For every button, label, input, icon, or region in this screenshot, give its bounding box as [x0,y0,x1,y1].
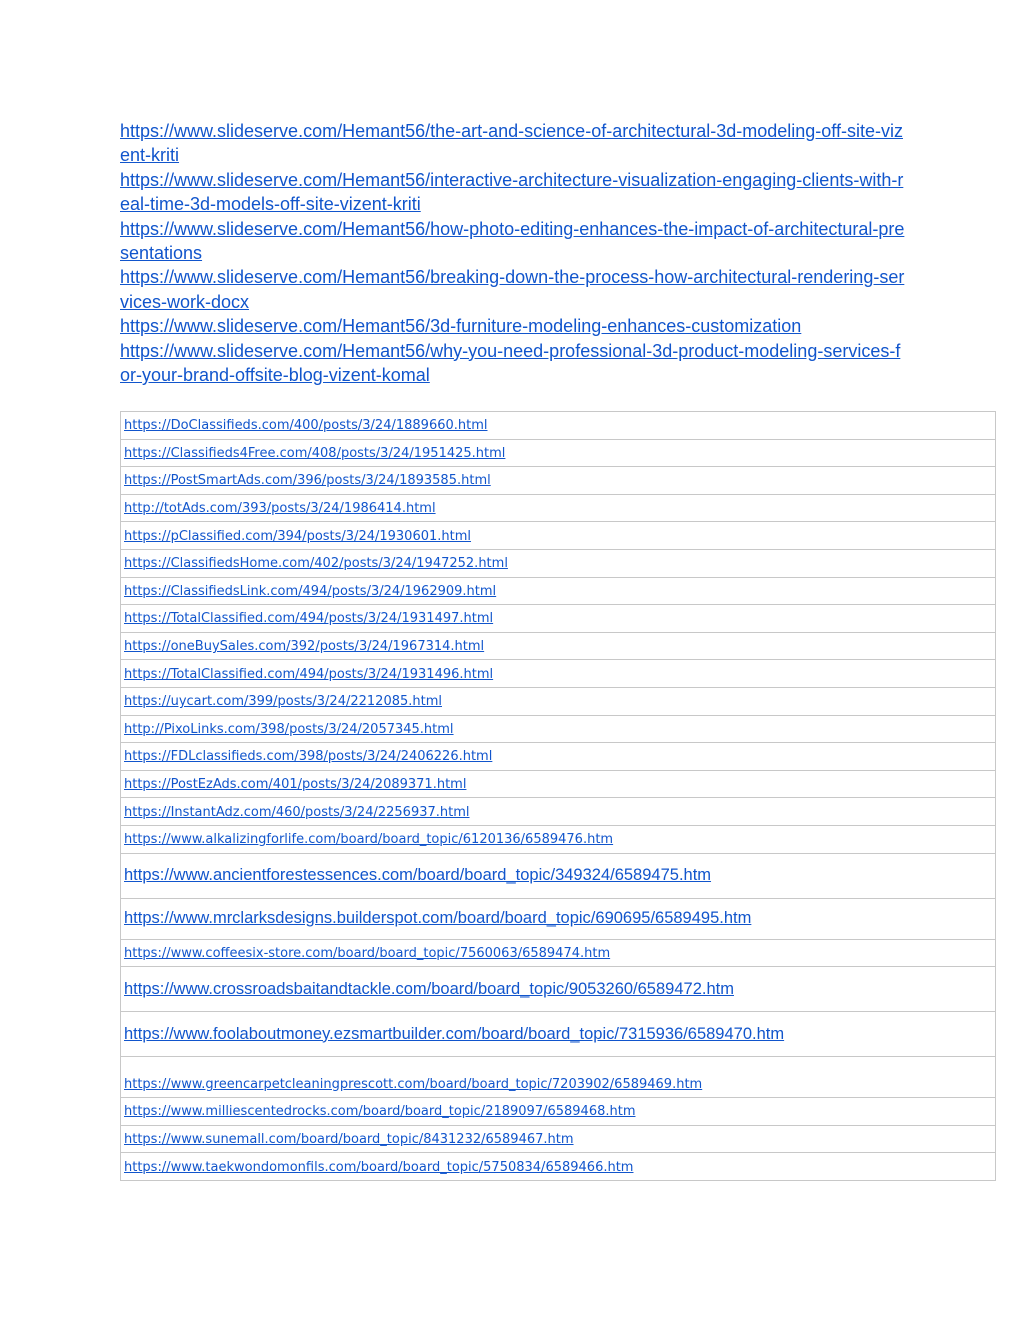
table-row [121,770,996,798]
table-link[interactable]: https://pClassified.com/394/posts/3/24/1930601.html [124,528,472,544]
table-link[interactable]: https://InstantAdz.com/460/posts/3/24/2256937.html [124,804,470,820]
table-link[interactable]: https://www.greencarpetcleaningprescott.com/board/board_topic/7203902/6589469.htm [124,1077,703,1093]
table-link[interactable]: https://oneBuySales.com/392/posts/3/24/1967314.html [124,639,485,655]
table-link[interactable]: https://TotalClassified.com/494/posts/3/24/1931497.html [124,611,494,627]
table-link[interactable]: https://Classifieds4Free.com/408/posts/3/24/1951425.html [124,445,506,461]
table-link[interactable]: https://TotalClassified.com/494/posts/3/24/1931496.html [124,666,494,682]
table-row [121,494,996,522]
table-link[interactable]: https://uycart.com/399/posts/3/24/2212085.html [124,694,442,710]
table-link[interactable]: https://DoClassifieds.com/400/posts/3/24/1889660.html [124,418,488,434]
slideserve-link[interactable]: https://www.slideserve.com/Hemant56/the-art-and-science-of-architectural-3d-modeling-off-site-vizent-kriti [120,121,903,166]
table-row [121,853,996,898]
table-cell [121,825,996,853]
table-row [121,522,996,550]
slideserve-link[interactable]: https://www.slideserve.com/Hemant56/interactive-architecture-visualization-engaging-clients-with-real-time-3d-models-off-site-vizent-kriti [120,169,904,215]
table-row [121,660,996,688]
table-link[interactable]: https://www.taekwondomonfils.com/board/board_topic/5750834/6589466.htm [124,1159,634,1175]
table-cell [121,743,996,771]
table-row [121,1057,996,1098]
table-cell [121,412,996,440]
table-link[interactable]: https://PostEzAds.com/401/posts/3/24/2089371.html [124,777,467,793]
table-row [121,549,996,577]
table-row [121,605,996,633]
table-row [121,825,996,853]
table-cell [121,898,996,939]
table-link[interactable]: http://PixoLinks.com/398/posts/3/24/2057345.html [124,721,454,737]
table-link[interactable]: https://FDLclassifieds.com/398/posts/3/24/2406226.html [124,749,493,765]
table-link[interactable]: http://totAds.com/393/posts/3/24/1986414.html [124,501,436,517]
table-row [121,467,996,495]
table-cell [121,549,996,577]
table-row [121,1012,996,1057]
table-row [121,1153,996,1181]
table-cell [121,1057,996,1098]
table-cell [121,687,996,715]
table-cell [121,967,996,1012]
table-row [121,632,996,660]
table-cell [121,632,996,660]
table-cell [121,1125,996,1153]
table-cell [121,939,996,967]
table-row [121,577,996,605]
table-row [121,439,996,467]
table-link[interactable]: https://ClassifiedsLink.com/494/posts/3/24/1962909.html [124,583,497,599]
table-row [121,939,996,967]
table-link[interactable]: https://www.mrclarksdesigns.builderspot.com/board/board_topic/690695/6589495.htm [124,909,752,927]
table-cell [121,1153,996,1181]
table-link[interactable]: https://www.alkalizingforlife.com/board/board_topic/6120136/6589476.htm [124,832,614,848]
table-cell [121,467,996,495]
table-cell [121,660,996,688]
table-link[interactable]: https://www.sunemall.com/board/board_topic/8431232/6589467.htm [124,1131,574,1147]
table-cell [121,494,996,522]
links-table [120,411,996,1181]
table-row [121,1098,996,1126]
slideserve-link[interactable]: https://www.slideserve.com/Hemant56/3d-furniture-modeling-enhances-customization [120,316,802,337]
table-link[interactable]: https://ClassifiedsHome.com/402/posts/3/24/1947252.html [124,556,508,572]
table-row [121,715,996,743]
table-row [121,798,996,826]
table-link[interactable]: https://www.coffeesix-store.com/board/board_topic/7560063/6589474.htm [124,945,611,961]
table-cell [121,1098,996,1126]
table-link[interactable]: https://www.ancientforestessences.com/board/board_topic/349324/6589475.htm [124,866,712,884]
table-row [121,412,996,440]
slideserve-link[interactable]: https://www.slideserve.com/Hemant56/breaking-down-the-process-how-architectural-rendering-services-work-docx [120,267,905,312]
slideserve-link[interactable]: https://www.slideserve.com/Hemant56/how-photo-editing-enhances-the-impact-of-architectural-presentations [120,218,905,264]
table-link[interactable]: https://www.milliescentedrocks.com/board/board_topic/2189097/6589468.htm [124,1104,636,1120]
table-cell [121,605,996,633]
table-link[interactable]: https://www.crossroadsbaitandtackle.com/board/board_topic/9053260/6589472.htm [124,979,734,998]
table-row [121,1125,996,1153]
table-cell [121,522,996,550]
table-cell [121,1012,996,1057]
table-link[interactable]: https://www.foolaboutmoney.ezsmartbuilder.com/board/board_topic/7315936/6589470.htm [124,1024,785,1043]
table-cell [121,853,996,898]
slideserve-link-list [120,119,910,387]
table-row [121,967,996,1012]
table-cell [121,577,996,605]
slideserve-link[interactable]: https://www.slideserve.com/Hemant56/why-you-need-professional-3d-product-modeling-services-for-your-brand-offsite-blog-vizent-komal [120,340,901,386]
table-cell [121,715,996,743]
table-row [121,687,996,715]
table-link[interactable]: https://PostSmartAds.com/396/posts/3/24/1893585.html [124,473,491,489]
table-row [121,743,996,771]
table-cell [121,770,996,798]
table-row [121,898,996,939]
table-cell [121,439,996,467]
table-cell [121,798,996,826]
